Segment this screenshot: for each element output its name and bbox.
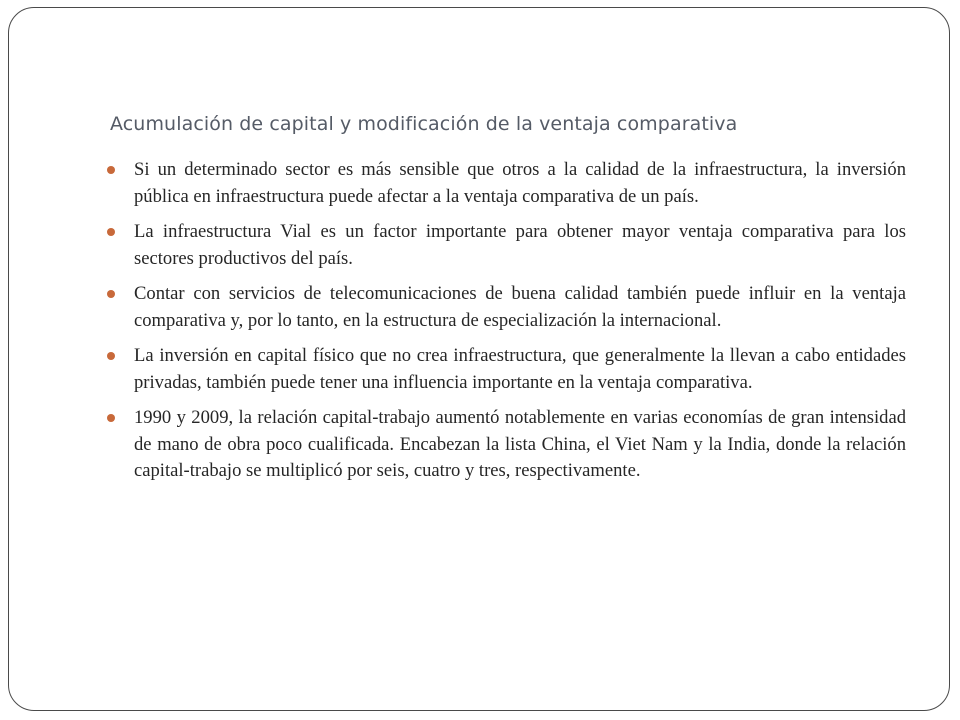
bullet-item [107,281,906,334]
slide-title: Acumulación de capital y modificación de la ventaja comparativa [110,113,738,135]
bullet-list [107,157,906,494]
bullet-text: La infraestructura Vial es un factor importante para obtener mayor ventaja comparativa para los sectores productivos del país. [134,221,906,269]
bullet-dot-icon [107,352,115,360]
bullet-text: Contar con servicios de telecomunicaciones de buena calidad también puede influir en la ventaja comparativa y, por lo tanto, en la estructura de especialización la internacional. [134,283,906,331]
bullet-item [107,157,906,210]
bullet-dot-icon [107,166,115,174]
bullet-item [107,405,906,485]
bullet-item [107,219,906,272]
bullet-dot-icon [107,414,115,422]
bullet-dot-icon [107,228,115,236]
bullet-item [107,343,906,396]
bullet-dot-icon [107,290,115,298]
bullet-text: Si un determinado sector es más sensible que otros a la calidad de la infraestructura, la inversión pública en infraestructura puede afectar a la ventaja comparativa de un país. [134,159,906,207]
bullet-text: 1990 y 2009, la relación capital-trabajo aumentó notablemente en varias economías de gran intensidad de mano de obra poco cualificada. Encabezan la lista China, el Viet Nam y la India, donde la relación capital-trabajo se multiplicó por seis, cuatro y tres, respectivamente. [134,407,906,481]
bullet-text: La inversión en capital físico que no crea infraestructura, que generalmente la llevan a cabo entidades privadas, también puede tener una influencia importante en la ventaja comparativa. [134,345,906,393]
